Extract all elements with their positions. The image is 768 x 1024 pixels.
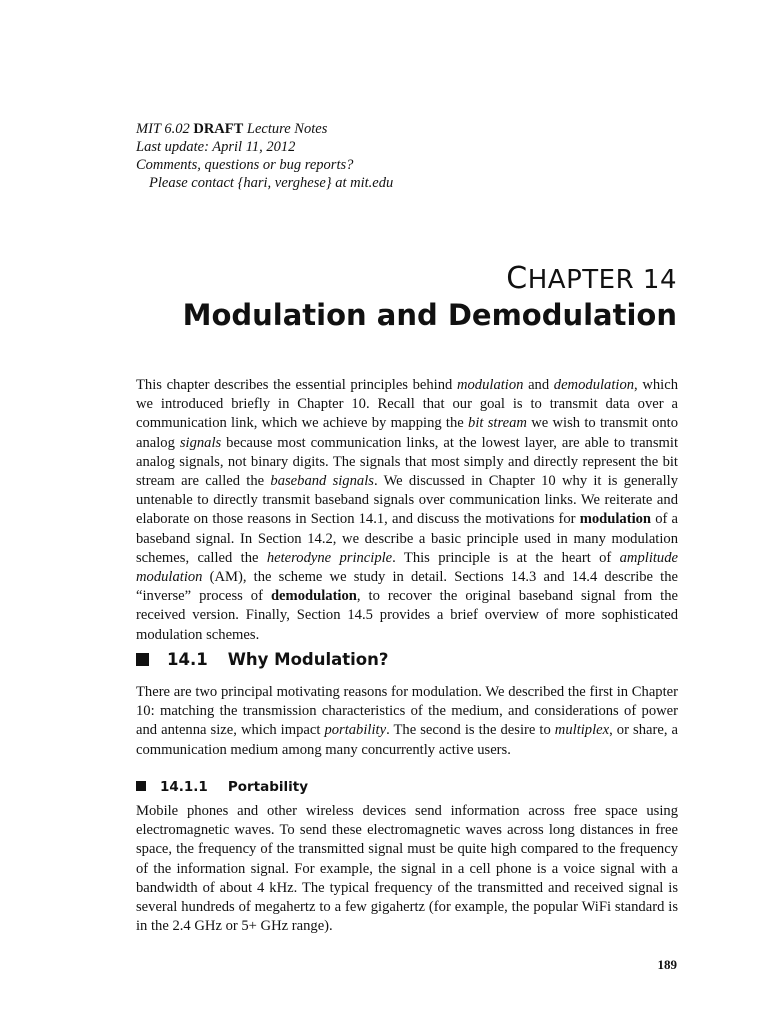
section-14-1-heading (136, 650, 388, 669)
section-title: Why Modulation? (227, 650, 389, 669)
chapter-label-initial: C (506, 261, 528, 296)
chapter-label-rest: HAPTER 14 (527, 265, 677, 295)
text-run: . We discussed in Chapter 10 why it is generally untenable to directly transmit baseband signals over communication links. We reiterate and elaborate on those reasons in Section 14.1, and discuss the motivations for (136, 473, 678, 528)
bold-demodulation: demodulation (270, 588, 357, 605)
text-run: (AM), the scheme we study in detail. Sections 14.3 and 14.4 describe the “inverse” process of (136, 569, 678, 605)
term-portability: portability (324, 722, 387, 739)
text-run: and (523, 377, 554, 393)
text-run: . This principle is at the heart of (392, 549, 620, 566)
page-number: 189 (657, 957, 677, 972)
text-run: , to recover the original baseband signal from the received version. Finally, Section 14.5 provides a brief overview of more sophisticated modulation schemes. (136, 588, 678, 643)
draft-label: DRAFT (193, 121, 244, 137)
subsection-number: 14.1.1 (160, 779, 208, 795)
text-run: we wish to transmit onto analog (136, 415, 678, 451)
chapter-title: Modulation and Demodulation (182, 298, 677, 332)
term-heterodyne-principle: heterodyne principle (266, 549, 393, 566)
draft-notice (136, 120, 393, 192)
comments-prompt: Comments, questions or bug reports? (136, 157, 354, 173)
text-run: This chapter describes the essential principles behind (136, 377, 457, 393)
draft-line-1 (136, 120, 393, 138)
term-signals: signals (179, 434, 222, 451)
subsection-14-1-1-heading (136, 779, 308, 795)
text-run: because most communication links, at the lowest layer, are able to transmit analog signals, not binary digits. The signals that most simply and directly represent the bit stream are called the (136, 434, 678, 490)
term-multiplex: multiplex (554, 722, 610, 739)
text-run: There are two principal motivating reasons for modulation. We described the first in Chapter 10: matching the transmission characteristics of the medium, and considerations of power and antenna size, which impact (136, 684, 678, 739)
last-update: Last update: April 11, 2012 (136, 139, 296, 155)
term-modulation: modulation (456, 377, 524, 393)
chapter-heading (183, 262, 677, 333)
subsection-title: Portability (227, 779, 309, 795)
notes-label: Lecture Notes (246, 121, 328, 137)
term-demodulation: demodulation (553, 377, 635, 393)
subsection-square-icon (136, 781, 146, 791)
text-run: , or share, a communication medium among many concurrently active users. (136, 722, 678, 758)
term-bit-stream: bit stream (468, 415, 527, 432)
text-run: , which we introduced briefly in Chapter 10. Recall that our goal is to transmit data over a communication link, which we achieve by mapping the (136, 377, 678, 432)
section-number: 14.1 (167, 650, 208, 669)
intro-paragraph (136, 376, 678, 645)
subsection-14-1-1-paragraph: Mobile phones and other wireless devices send information across free space using electromagnetic waves. To send these electromagnetic waves across long distances in free space, the frequency of the transmitted signal must be quite high compared to the frequency of the information signal. For example, the signal in a cell phone is a voice signal with a bandwidth of about 4 kHz. The typical frequency of the transmitted and received signal is several hundreds of megahertz to a few gigahertz (for example, the popular WiFi standard is in the 2.4 GHz or 5+ GHz range). (136, 803, 678, 935)
section-14-1-paragraph (136, 683, 678, 760)
section-square-icon (136, 653, 149, 666)
term-baseband-signals: baseband signals (270, 473, 374, 490)
contact-line: Please contact {hari, verghese} at mit.edu (149, 175, 394, 191)
chapter-label (183, 262, 677, 297)
course-id: MIT 6.02 (136, 121, 190, 137)
text-run: . The second is the desire to (386, 722, 555, 739)
bold-modulation: modulation (579, 511, 652, 528)
text-run: of a baseband signal. In Section 14.2, we describe a basic principle used in many modulation schemes, called the (136, 511, 678, 566)
term-amplitude-modulation: amplitude modulation (136, 549, 678, 586)
